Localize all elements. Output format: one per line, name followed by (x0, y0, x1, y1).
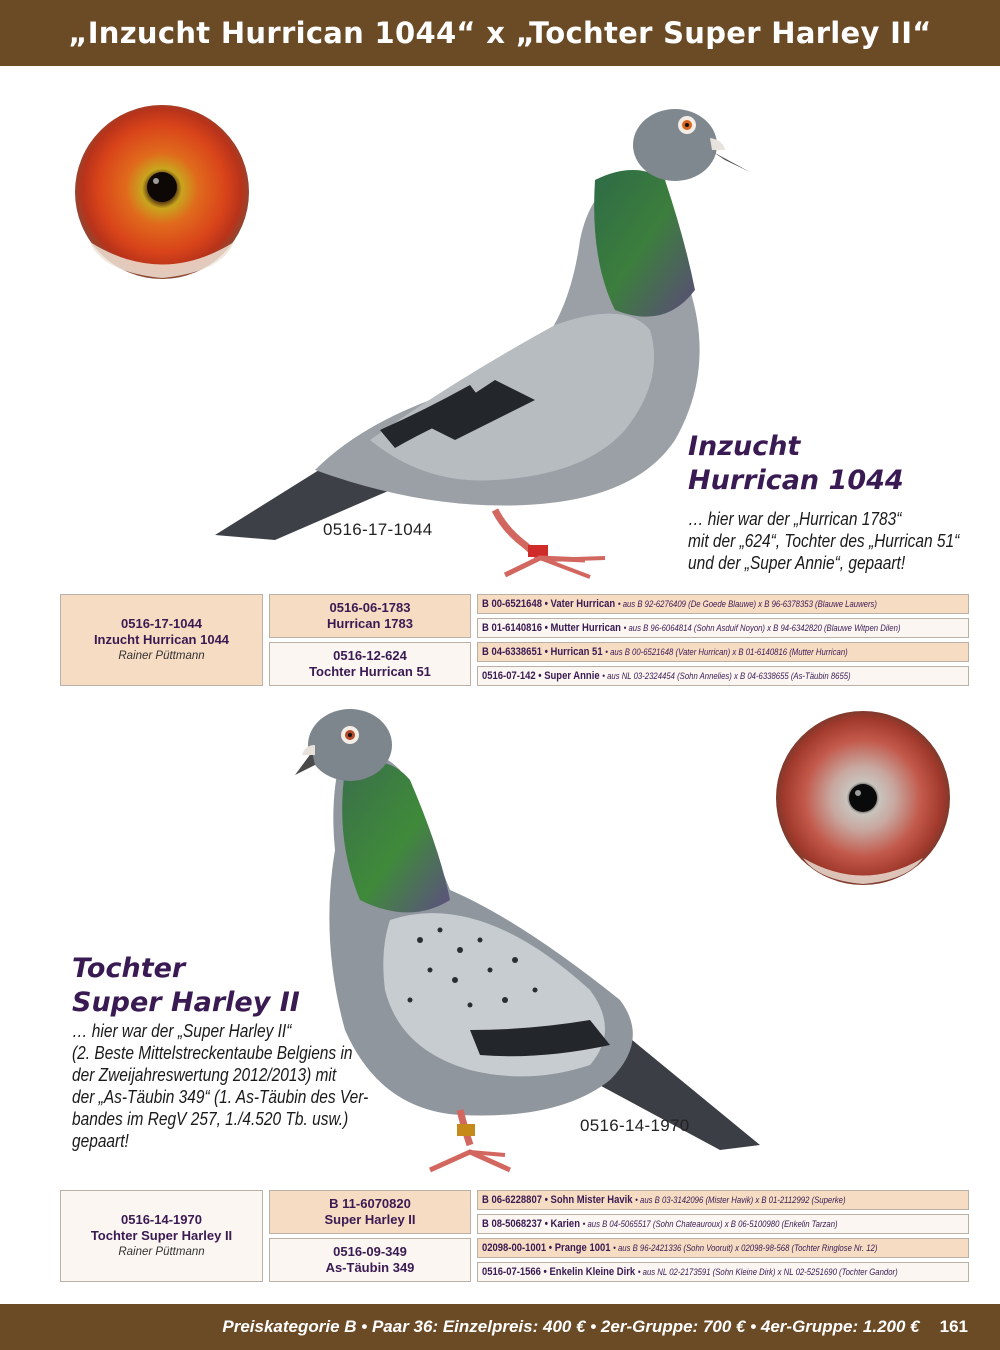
bird1-description (688, 508, 959, 574)
gp-ancestry: • aus B 96-6064814 (Sohn Asduif Noyon) x B 94-6342820 (Blauwe Witpen Dilen) (623, 623, 901, 633)
gp-ancestry: • aus NL 02-2173591 (Sohn Kleine Dirk) x NL 02-5251690 (Tochter Gandor) (637, 1267, 898, 1277)
eye-photo-bird2 (773, 708, 953, 888)
gp-ancestry: • aus B 92-6276409 (De Goede Blauwe) x B 96-6378353 (Blauwe Lauwers) (617, 599, 877, 609)
bird1-grandparent-row (477, 666, 969, 686)
header-bar (0, 0, 1000, 66)
bird2-father-name: Super Harley II (324, 1212, 416, 1227)
bird2-grandparent-row (477, 1238, 969, 1258)
bird2-desc-line: (2. Beste Mittelstreckentaube Belgiens in (72, 1043, 353, 1063)
bird1-ring-label: 0516-17-1044 (323, 520, 433, 539)
bird2-name (72, 952, 300, 1020)
bird2-desc-line: gepaart! (72, 1131, 129, 1151)
bird1-grandparent-row (477, 642, 969, 662)
bird2-grandparent-row (477, 1214, 969, 1234)
gp-main: B 04-6338651 • Hurrican 51 (482, 646, 603, 658)
bird1-name-line2: Hurrican 1044 (688, 465, 904, 496)
bird1-desc-line: mit der „624“, Tochter des „Hurrican 51“ (688, 531, 960, 551)
bird1-father-box (269, 594, 471, 638)
bird2-description (72, 1020, 368, 1152)
bird1-desc-line: und der „Super Annie“, gepaart! (688, 553, 906, 573)
bird1-name-line1: Inzucht (688, 431, 801, 462)
bird2-subject-box (60, 1190, 263, 1282)
bird2-name-line2: Super Harley II (72, 987, 300, 1018)
bird2-desc-line: der Zweijahreswertung 2012/2013) mit (72, 1065, 337, 1085)
gp-ancestry: • aus B 96-2421336 (Sohn Vooruit) x 02098-98-568 (Tochter Ringlose Nr. 12) (613, 1243, 878, 1253)
bird2-name-line1: Tochter (72, 953, 186, 984)
bird1-pedigree (60, 594, 969, 686)
bird1-name (688, 430, 904, 498)
bird2-mother-box (269, 1238, 471, 1282)
bird1-grandparent-row (477, 594, 969, 614)
gp-ancestry: • aus B 03-3142096 (Mister Havik) x B 01-2112992 (Superke) (635, 1195, 846, 1205)
gp-ancestry: • aus B 04-5065517 (Sohn Chateauroux) x B 06-5100980 (Enkelin Tarzan) (582, 1219, 838, 1229)
gp-main: 0516-07-142 • Super Annie (482, 670, 600, 682)
bird2-grandparent-row (477, 1262, 969, 1282)
bird2-desc-line: … hier war der „Super Harley II“ (72, 1021, 292, 1041)
gp-main: B 00-6521648 • Vater Hurrican (482, 598, 616, 610)
bird2-desc-line: der „As-Täubin 349“ (1. As-Täubin des Ver- (72, 1087, 369, 1107)
bird1-mother-box (269, 642, 471, 686)
bird2-ring-label: 0516-14-1970 (580, 1116, 690, 1135)
gp-ancestry: • aus NL 03-2324454 (Sohn Annelies) x B 04-6338655 (As-Täubin 8655) (602, 671, 851, 681)
gp-ancestry: • aus B 00-6521648 (Vater Hurrican) x B 01-6140816 (Mutter Hurrican) (605, 647, 848, 657)
bird1-father-name: Hurrican 1783 (327, 616, 413, 631)
bird1-subject-ring: 0516-17-1044 (121, 616, 202, 631)
pigeon-photo-bird1 (195, 80, 760, 595)
gp-main: B 06-6228807 • Sohn Mister Havik (482, 1194, 633, 1206)
bird2-subject-name: Tochter Super Harley II (90, 1228, 233, 1243)
gp-main: B 01-6140816 • Mutter Hurrican (482, 622, 621, 634)
bird2-mother-name: As-Täubin 349 (325, 1260, 415, 1275)
bird1-mother-name: Tochter Hurrican 51 (309, 664, 431, 679)
price-info: Preiskategorie B • Paar 36: Einzelpreis: 400 € • 2er-Gruppe: 700 € • 4er-Gruppe: 1.200 € (222, 1317, 920, 1336)
bird2-desc-line: bandes im RegV 257, 1./4.520 Tb. usw.) (72, 1109, 349, 1129)
bird1-subject-box (60, 594, 263, 686)
bird2-mother-ring: 0516-09-349 (333, 1244, 407, 1259)
footer-bar (0, 1304, 1000, 1350)
bird2-subject-ring: 0516-14-1970 (121, 1212, 202, 1227)
bird1-subject-name: Inzucht Hurrican 1044 (93, 632, 230, 647)
gp-main: 02098-00-1001 • Prange 1001 (482, 1242, 611, 1254)
bird1-grandparent-row (477, 618, 969, 638)
bird2-father-ring: B 11-6070820 (329, 1196, 411, 1211)
bird1-mother-ring: 0516-12-624 (333, 648, 407, 663)
page-title: „Inzucht Hurrican 1044“ x „Tochter Super Harley II“ (68, 16, 932, 50)
page-number: 161 (939, 1317, 968, 1336)
bird2-grandparent-row (477, 1190, 969, 1210)
gp-main: 0516-07-1566 • Enkelin Kleine Dirk (482, 1266, 636, 1278)
bird2-father-box (269, 1190, 471, 1234)
gp-main: B 08-5068237 • Karien (482, 1218, 580, 1230)
bird1-father-ring: 0516-06-1783 (329, 600, 411, 615)
bird1-subject-breeder: Rainer Püttmann (118, 650, 205, 662)
bird2-pedigree (60, 1190, 969, 1282)
bird1-desc-line: … hier war der „Hurrican 1783“ (688, 509, 902, 529)
bird2-subject-breeder: Rainer Püttmann (118, 1246, 205, 1258)
